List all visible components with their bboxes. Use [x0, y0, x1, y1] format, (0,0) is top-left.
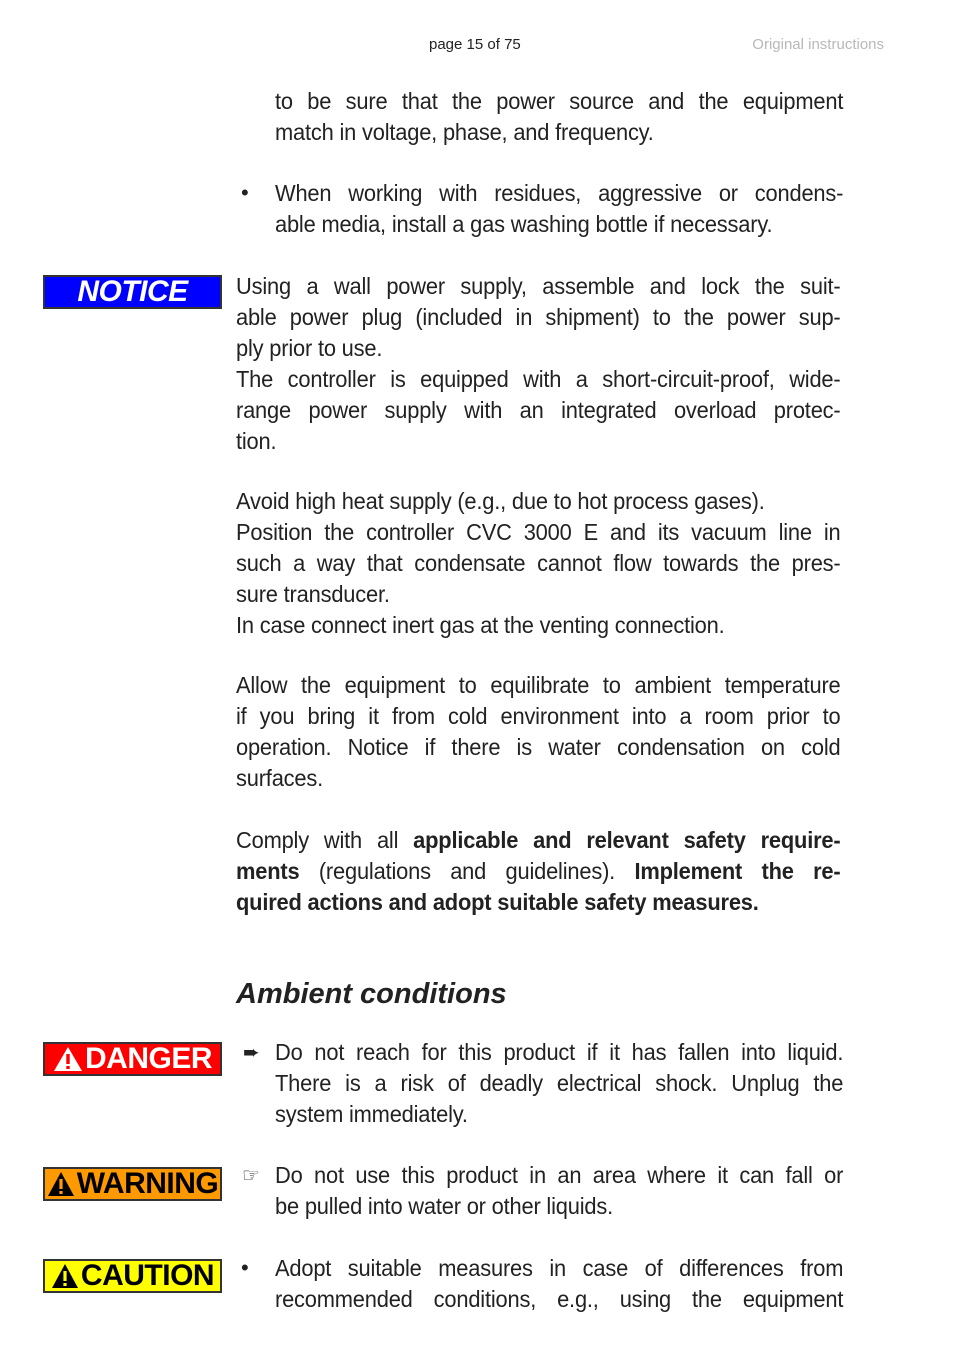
page-indicator: page 15 of 75	[429, 36, 521, 53]
residues-bullet-item: When working with residues, aggressive or condens- able media, install a gas washing bottle if necessary.	[275, 180, 844, 237]
continuation-paragraph: to be sure that the power source and the equipment match in voltage, phase, and frequency.	[275, 88, 844, 145]
section-heading: Ambient conditions	[236, 978, 507, 1010]
warning-text: Do not use this product in an area where it can fall or be pulled into water or other liquids.	[275, 1162, 844, 1219]
danger-label: DANGER	[43, 1042, 222, 1076]
warning-label: WARNING	[43, 1167, 222, 1201]
warning-triangle-icon	[47, 1171, 75, 1197]
notice-paragraph: Using a wall power supply, assemble and lock the suit- able power plug (included in shipment) to the power sup- ply prior to use. The controller is equipped with a short-circuit-proof, wide- range power supply with an integrated overload protec- tion.	[236, 273, 841, 454]
warning-triangle-icon	[53, 1046, 83, 1072]
caution-label: CAUTION	[43, 1259, 222, 1293]
warning-triangle-icon	[51, 1263, 79, 1289]
bullet-icon: •	[241, 1255, 249, 1280]
pointing-hand-icon: ☞	[242, 1165, 260, 1187]
bullet-icon: •	[241, 180, 249, 205]
heat-paragraph: Avoid high heat supply (e.g., due to hot process gases). Position the controller CVC 3000 E and its vacuum line in such a way that condensate cannot flow towards the pres- sure transducer. In case connect inert gas at the venting connection.	[236, 488, 841, 638]
doc-type-label: Original instructions	[752, 36, 884, 53]
danger-text: Do not reach for this product if it has fallen into liquid. There is a risk of deadly electrical shock. Unplug the system immediately.	[275, 1039, 844, 1127]
notice-label: NOTICE	[43, 275, 222, 309]
equilibrate-paragraph: Allow the equipment to equilibrate to ambient temperature if you bring it from cold environment into a room prior to operation. Notice if there is water condensation on cold surfaces.	[236, 672, 841, 791]
comply-paragraph: Comply with all applicable and relevant safety require- ments (regulations and guidelines). Implement the re- quired actions and adopt suitable safety measures.	[236, 827, 841, 915]
caution-text: Adopt suitable measures in case of differences from recommended conditions, e.g., using the equipment	[275, 1255, 844, 1312]
arrow-right-icon: ➨	[243, 1042, 260, 1064]
